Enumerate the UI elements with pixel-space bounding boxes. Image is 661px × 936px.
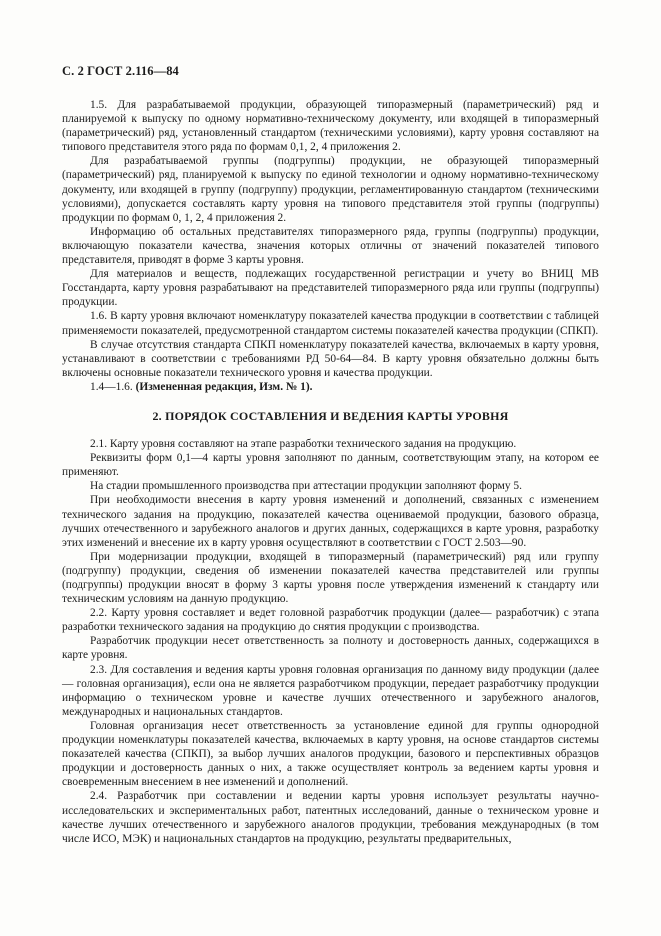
paragraph: На стадии промышленного производства при аттестации продукции заполняют форму 5. xyxy=(90,480,522,493)
amendment-text: (Измененная редакция, Изм. № 1). xyxy=(135,380,313,393)
document-body xyxy=(62,98,599,846)
paragraph: Для материалов и веществ, подлежащих государственной регистрации и учету во ВНИЦ МВ Госстандарта, карту уровня разрабатывают на представителей типоразмерного ряда или группы (подгруппы) продукции. xyxy=(62,268,599,309)
paragraph: Для разрабатываемой группы (подгруппы) продукции, не образующей типоразмерный (параметрический) ряд, планируемой к выпуску по единой технологии и одному нормативно-техническому документу, или входящей в группу (подгруппу) продукции, регламентированную стандартом (техническими условиями), допускается составлять карту уровня на типового представителя этой группы (подгруппы) продукции по формам 0, 1, 2, 4 приложения 2. xyxy=(62,155,599,224)
amendment-range: 1.4—1.6. xyxy=(90,380,133,393)
paragraph: При необходимости внесения в карту уровня изменений и дополнений, связанных с изменением технического задания на продукцию, показателей качества оцениваемой продукции, базового образца, лучших отечественного и зарубежного аналогов и других данных, содержащихся в карте уровня, разработку этих изменений и внесение их в карту уровня осуществляют в соответствии с ГОСТ 2.503—90. xyxy=(62,494,599,549)
paragraph: При модернизации продукции, входящей в типоразмерный (параметрический) ряд или группу (подгруппу) продукции, сведения об изменении показателей качества представителей или группы (подгруппы) продукции вносят в форму 3 карты уровня после утверждения изменений к стандарту или техническим условиям на данную продукцию. xyxy=(62,550,599,606)
paragraph: Разработчик продукции несет ответственность за полноту и достоверность данных, содержащихся в карте уровня. xyxy=(62,635,599,662)
section-title: 2. ПОРЯДОК СОСТАВЛЕНИЯ И ВЕДЕНИЯ КАРТЫ УРОВНЯ xyxy=(152,408,509,423)
paragraph-2-3: 2.3. Для составления и ведения карты уровня головная организация по данному виду продукции (далее — головная организация), если она не является разработчиком продукции, передает разработчику продукции информацию о техническом уровне и качестве лучших отечественного и зарубежного аналогов, международных и национальных стандартов. xyxy=(62,663,599,718)
paragraph-2-1: 2.1. Карту уровня составляют на этапе разработки технического задания на продукцию. xyxy=(90,438,517,451)
paragraph: Головная организация несет ответственность за установление единой для группы однородной продукции номенклатуры показателей качества, включаемых в карту уровня, на основе стандартов системы показателей качества (СПКП), за выбор лучших аналогов продукции, базового и перспективных образцов продукции и достоверность данных о них, а также осуществляет контроль за ведением карты уровня и своевременным внесением в нее изменений и дополнений. xyxy=(62,719,599,789)
paragraph-1-5: 1.5. Для разрабатываемой продукции, образующей типоразмерный (параметрический) ряд и планируемой к выпуску по одному нормативно-техническому документу, или входящей в типоразмерный (параметрический) ряд, установленный стандартом (техническими условиями), карту уровня составляют на типового представителя этого ряда по формам 0,1, 2, 4 приложения 2. xyxy=(62,99,599,154)
paragraph: Реквизиты форм 0,1—4 карты уровня заполняют по данным, соответствующим этапу, на котором ее применяют. xyxy=(62,452,599,479)
amendment-note xyxy=(62,380,599,394)
paragraph-1-6: 1.6. В карту уровня включают номенклатуру показателей качества продукции в соответствии с таблицей применяемости показателей, предусмотренной стандартом системы показателей качества продукции (СПКП). xyxy=(62,310,599,337)
paragraph: Информацию об остальных представителях типоразмерного ряда, группы (подгруппы) продукции, включающую показатели качества, значения которых отличны от значений показателей типового представителя, приводят в форме 3 карты уровня. xyxy=(62,225,599,267)
paragraph-2-2: 2.2. Карту уровня составляет и ведет головной разработчик продукции (далее— разработчик) с этапа разработки технического задания на продукцию до снятия продукции с производства. xyxy=(62,607,599,634)
paragraph: В случае отсутствия стандарта СПКП номенклатуру показателей качества, включаемых в карту уровня, устанавливают в соответствии с требованиями РД 50-64—84. В карту уровня обязательно должны быть включены основные показатели технического уровня и качества продукции. xyxy=(62,338,599,379)
page-header: С. 2 ГОСТ 2.116—84 xyxy=(62,64,179,78)
paragraph-2-4: 2.4. Разработчик при составлении и ведении карты уровня использует результаты научно-исследовательских и экспериментальных работ, патентных исследований, данные о техническом уровне и качестве лучших отечественного и зарубежного аналогов продукции, требования международных (в том числе ИСО, МЭК) и национальных стандартов на продукцию, результаты предварительных, xyxy=(62,790,599,845)
